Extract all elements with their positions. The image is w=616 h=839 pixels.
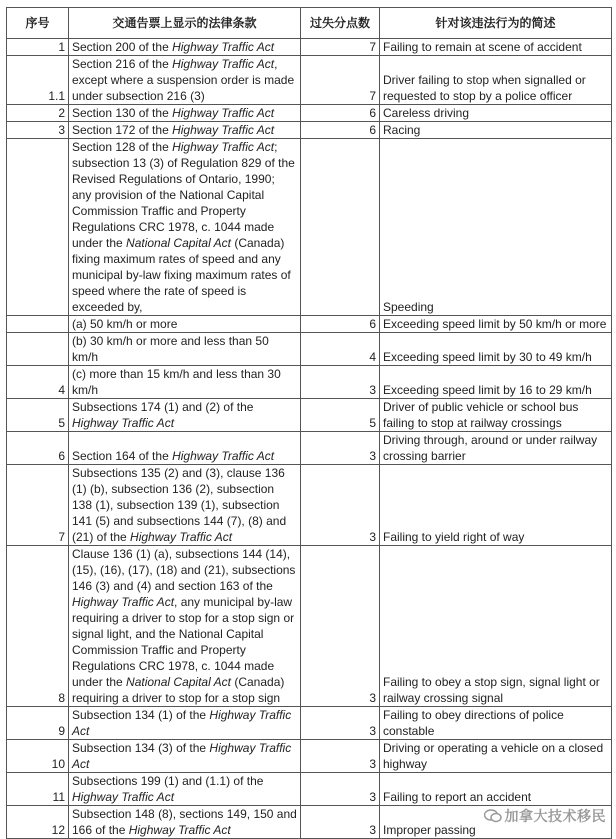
table-row [7, 122, 612, 139]
clause-text: Subsection 148 (8), sections 149, 150 and 166 of the [72, 807, 297, 837]
clause-text: Highway Traffic Act [72, 708, 292, 738]
row-clause [69, 432, 301, 465]
row-number [7, 333, 69, 366]
clause-text: Highway Traffic Act [128, 823, 231, 837]
clause-text: Highway Traffic Act [172, 57, 275, 71]
table-row [7, 366, 612, 399]
table-row [7, 333, 612, 366]
clause-text: (a) 50 km/h or more [72, 317, 178, 331]
row-clause [69, 707, 301, 740]
row-clause [69, 465, 301, 546]
table-row [7, 432, 612, 465]
row-points: 6 [301, 122, 380, 139]
row-points: 6 [301, 105, 380, 122]
row-number: 8 [7, 546, 69, 707]
clause-text: Subsection 134 (1) of the [72, 708, 210, 722]
row-clause [69, 546, 301, 707]
row-description: Racing [380, 122, 612, 139]
row-number [7, 316, 69, 333]
row-clause [69, 139, 301, 316]
clause-text: National Capital Act [126, 675, 231, 689]
row-clause [69, 39, 301, 56]
row-number: 3 [7, 122, 69, 139]
table-row [7, 139, 612, 316]
row-description: Speeding [380, 139, 612, 316]
row-number: 1 [7, 39, 69, 56]
row-number: 12 [7, 806, 69, 839]
clause-text: Section 164 of the [72, 449, 173, 463]
row-points: 3 [301, 465, 380, 546]
row-points: 3 [301, 707, 380, 740]
header-points: 过失分点数 [301, 8, 380, 39]
row-points: 3 [301, 740, 380, 773]
table-row [7, 465, 612, 546]
clause-text: Highway Traffic Act [72, 741, 292, 771]
clause-text: (c) more than 15 km/h and less than 30 km/h [72, 367, 281, 397]
table-row [7, 707, 612, 740]
row-clause [69, 333, 301, 366]
row-number: 10 [7, 740, 69, 773]
table-row [7, 399, 612, 432]
row-points: 3 [301, 773, 380, 806]
clause-text: Highway Traffic Act [72, 790, 175, 804]
watermark [484, 806, 607, 826]
clause-text: Subsections 199 (1) and (1.1) of the [72, 774, 264, 788]
row-number: 11 [7, 773, 69, 806]
header-description: 针对该违法行为的简述 [380, 8, 612, 39]
table-row [7, 105, 612, 122]
header-number: 序号 [7, 8, 69, 39]
row-description: Driving through, around or under railway crossing barrier [380, 432, 612, 465]
row-number: 5 [7, 399, 69, 432]
clause-text: (Canada) requiring a driver to stop for a stop sign [72, 675, 285, 705]
header-row [7, 8, 612, 39]
row-points: 5 [301, 399, 380, 432]
clause-text: Highway Traffic Act [172, 40, 275, 54]
row-clause [69, 740, 301, 773]
row-number: 2 [7, 105, 69, 122]
table-row [7, 316, 612, 333]
clause-text: Highway Traffic Act [172, 106, 275, 120]
row-points: 6 [301, 316, 380, 333]
row-clause [69, 122, 301, 139]
row-number: 4 [7, 366, 69, 399]
clause-text: , except where a suspension order is made under subsection 216 (3) [72, 57, 295, 103]
row-clause [69, 105, 301, 122]
clause-text: Subsection 134 (3) of the [72, 741, 210, 755]
row-clause [69, 56, 301, 105]
row-points [301, 139, 380, 316]
table-row [7, 740, 612, 773]
row-number: 1.1 [7, 56, 69, 105]
row-points: 3 [301, 366, 380, 399]
row-description: Exceeding speed limit by 30 to 49 km/h [380, 333, 612, 366]
header-clause: 交通告票上显示的法律条款 [69, 8, 301, 39]
row-points: 7 [301, 56, 380, 105]
row-description: Exceeding speed limit by 16 to 29 km/h [380, 366, 612, 399]
table-row [7, 56, 612, 105]
row-description: Careless driving [380, 105, 612, 122]
row-description: Failing to yield right of way [380, 465, 612, 546]
row-points: 4 [301, 333, 380, 366]
row-points: 3 [301, 546, 380, 707]
row-description: Failing to remain at scene of accident [380, 39, 612, 56]
clause-text: Section 130 of the [72, 106, 173, 120]
row-number: 7 [7, 465, 69, 546]
row-points: 7 [301, 39, 380, 56]
table-row [7, 546, 612, 707]
clause-text: Section 200 of the [72, 40, 173, 54]
watermark-text: 加拿大技术移民 [504, 808, 606, 824]
clause-text: National Capital Act [126, 236, 231, 250]
table-row [7, 773, 612, 806]
clause-text: Subsections 135 (2) and (3), clause 136 (1) (b), subsection 136 (2), subsection 138 (1), subsection 139 (1), subsection 141 (5) and subsections 144 (7), (8) and (21) of the [72, 466, 287, 544]
clause-text: Highway Traffic Act [72, 595, 175, 609]
row-number: 6 [7, 432, 69, 465]
row-number: 9 [7, 707, 69, 740]
clause-text: Highway Traffic Act [130, 530, 233, 544]
row-clause [69, 399, 301, 432]
clause-text: Section 172 of the [72, 123, 173, 137]
row-points: 3 [301, 432, 380, 465]
row-description: Failing to obey a stop sign, signal light or railway crossing signal [380, 546, 612, 707]
row-points: 3 [301, 806, 380, 839]
clause-text: , any municipal by-law requiring a driver to stop for a stop sign or signal light, and the National Capital Commission Traffic and Property Regulations CRC 1978, c. 1044 made under the [72, 595, 295, 689]
row-description: Driving or operating a vehicle on a closed highway [380, 740, 612, 773]
row-description: Failing to report an accident [380, 773, 612, 806]
row-number [7, 139, 69, 316]
clause-text: Highway Traffic Act [172, 449, 275, 463]
clause-text: Highway Traffic Act [172, 123, 275, 137]
table-body [7, 39, 612, 839]
row-description: Driver failing to stop when signalled or requested to stop by a police officer [380, 56, 612, 105]
row-description: Improper passing [380, 806, 612, 839]
demerit-points-table [6, 7, 612, 839]
clause-text: (b) 30 km/h or more and less than 50 km/h [72, 334, 269, 364]
row-clause [69, 366, 301, 399]
clause-text: Section 128 of the [72, 140, 173, 154]
clause-text: Section 216 of the [72, 57, 173, 71]
row-clause [69, 806, 301, 839]
clause-text: Subsections 174 (1) and (2) of the [72, 400, 254, 414]
row-description: Driver of public vehicle or school bus failing to stop at railway crossings [380, 399, 612, 432]
wechat-icon [484, 809, 502, 823]
row-description: Failing to obey directions of police constable [380, 707, 612, 740]
row-clause [69, 316, 301, 333]
row-clause [69, 773, 301, 806]
table-row [7, 39, 612, 56]
clause-text: ; subsection 13 (3) of Regulation 829 of the Revised Regulations of Ontario, 1990; any provision of the National Capital Commission Traffic and Property Regulations CRC 1978, c. 1044 made under the [72, 140, 295, 250]
row-description: Exceeding speed limit by 50 km/h or more [380, 316, 612, 333]
clause-text: Highway Traffic Act [172, 140, 275, 154]
clause-text: (Canada) fixing maximum rates of speed and any municipal by-law fixing maximum rates of speed where the rate of speed is exceeded by, [72, 236, 291, 314]
clause-text: Clause 136 (1) (a), subsections 144 (14), (15), (16), (17), (18) and (21), subsections 146 (3) and (4) and section 163 of the [72, 547, 296, 593]
clause-text: Highway Traffic Act [72, 416, 175, 430]
